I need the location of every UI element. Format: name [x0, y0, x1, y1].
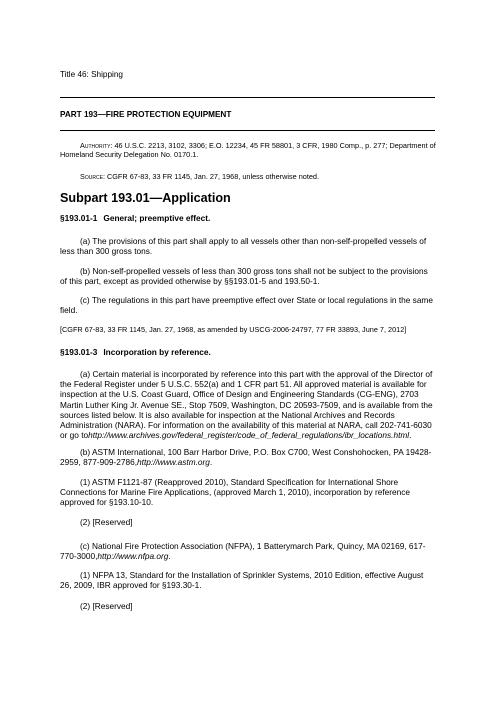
- part-heading: PART 193—FIRE PROTECTION EQUIPMENT: [60, 110, 232, 119]
- source-text: : CGFR 67-83, 33 FR 1145, Jan. 27, 1968, unless otherwise noted.: [102, 172, 319, 181]
- paragraph-c: (c) The regulations in this part have preemptive effect over State or local regulations in the same field.: [60, 295, 433, 316]
- nara-link[interactable]: http://www.archives.gov/federal_register/code_of_federal_regulations/ibr_locations.html: [88, 430, 410, 441]
- part-rule: [60, 130, 435, 131]
- top-rule: [60, 97, 435, 98]
- amendment-citation: [CGFR 67-83, 33 FR 1145, Jan. 27, 1968, as amended by USCG-2006-24797, 77 FR 33893, June 7, 2012]: [60, 325, 407, 334]
- astm-link[interactable]: http://www.astm.org: [137, 457, 210, 468]
- running-title: Title 46: Shipping: [60, 70, 123, 79]
- section-heading-193-01-3: [60, 347, 211, 357]
- paragraph-b-astm: (b) ASTM International, 100 Barr Harbor Drive, P.O. Box C700, West Conshohocken, PA 19428-2959, 877-909-2786,http://www.astm.org.: [60, 447, 432, 468]
- paragraph-c1-nfpa-13: (1) NFPA 13, Standard for the Installation of Sprinkler Systems, 2010 Edition, effective August 26, 2009, IBR approved for §193.30-1.: [60, 570, 424, 591]
- paragraph-b: (b) Non-self-propelled vessels of less than 300 gross tons shall not be subject to the provisions of this part, except as provided otherwise by §§193.01-5 and 193.50-1.: [60, 266, 428, 287]
- section-title: General; preemptive effect.: [103, 213, 211, 223]
- source-label: Source: [80, 172, 103, 181]
- paragraph-c-nfpa: (c) National Fire Protection Association (NFPA), 1 Batterymarch Park, Quincy, MA 02169, 617-770-3000,http://www.nfpa.org.: [60, 541, 426, 562]
- section-number: §193.01-3: [60, 347, 98, 357]
- paragraph-b2-reserved: (2) [Reserved]: [80, 517, 133, 527]
- subpart-heading: Subpart 193.01—Application: [60, 191, 231, 205]
- authority-label: Authority: [80, 141, 111, 150]
- paragraph-b1-astm-f1121: (1) ASTM F1121-87 (Reapproved 2010), Standard Specification for International Shore Connections for Marine Fire Applications, (approved March 1, 2010), incorporation by reference approved for §193.10-10.: [60, 477, 411, 508]
- section-heading-193-01-1: [60, 213, 210, 223]
- source-note: [60, 172, 436, 181]
- nfpa-link[interactable]: http://www.nfpa.org: [97, 551, 169, 562]
- paragraph-a-incorporation: (a) Certain material is incorporated by reference into this part with the approval of the Director of the Federal Register under 5 U.S.C. 552(a) and 1 CFR part 51. All approved material is available for inspection at the U.S. Coast Guard, Office of Design and Engineering Standards (CG-ENG), 2703 Martin Luther King Jr. Avenue SE., Stop 7509, Washington, DC 20593-7509, and is available from the sources listed below. It is also available for inspection at the National Archives and Records Administration (NARA). For information on the availability of this material at NARA, call 202-741-6030 or go tohttp://www.archives.gov/federal_register/code_of_federal_regulations/ibr_locations.html.: [60, 369, 433, 441]
- section-number: §193.01-1: [60, 213, 98, 223]
- paragraph-a: (a) The provisions of this part shall apply to all vessels other than non-self-propelled vessels of less than 300 gross tons.: [60, 236, 427, 257]
- section-title: Incorporation by reference.: [103, 347, 211, 357]
- authority-note: [60, 141, 436, 159]
- authority-text: : 46 U.S.C. 2213, 3102, 3306; E.O. 12234, 45 FR 58801, 3 CFR, 1980 Comp., p. 277; Department of Homeland Security Delegation No. 0170.1.: [60, 141, 436, 159]
- paragraph-c2-reserved: (2) [Reserved]: [80, 601, 133, 611]
